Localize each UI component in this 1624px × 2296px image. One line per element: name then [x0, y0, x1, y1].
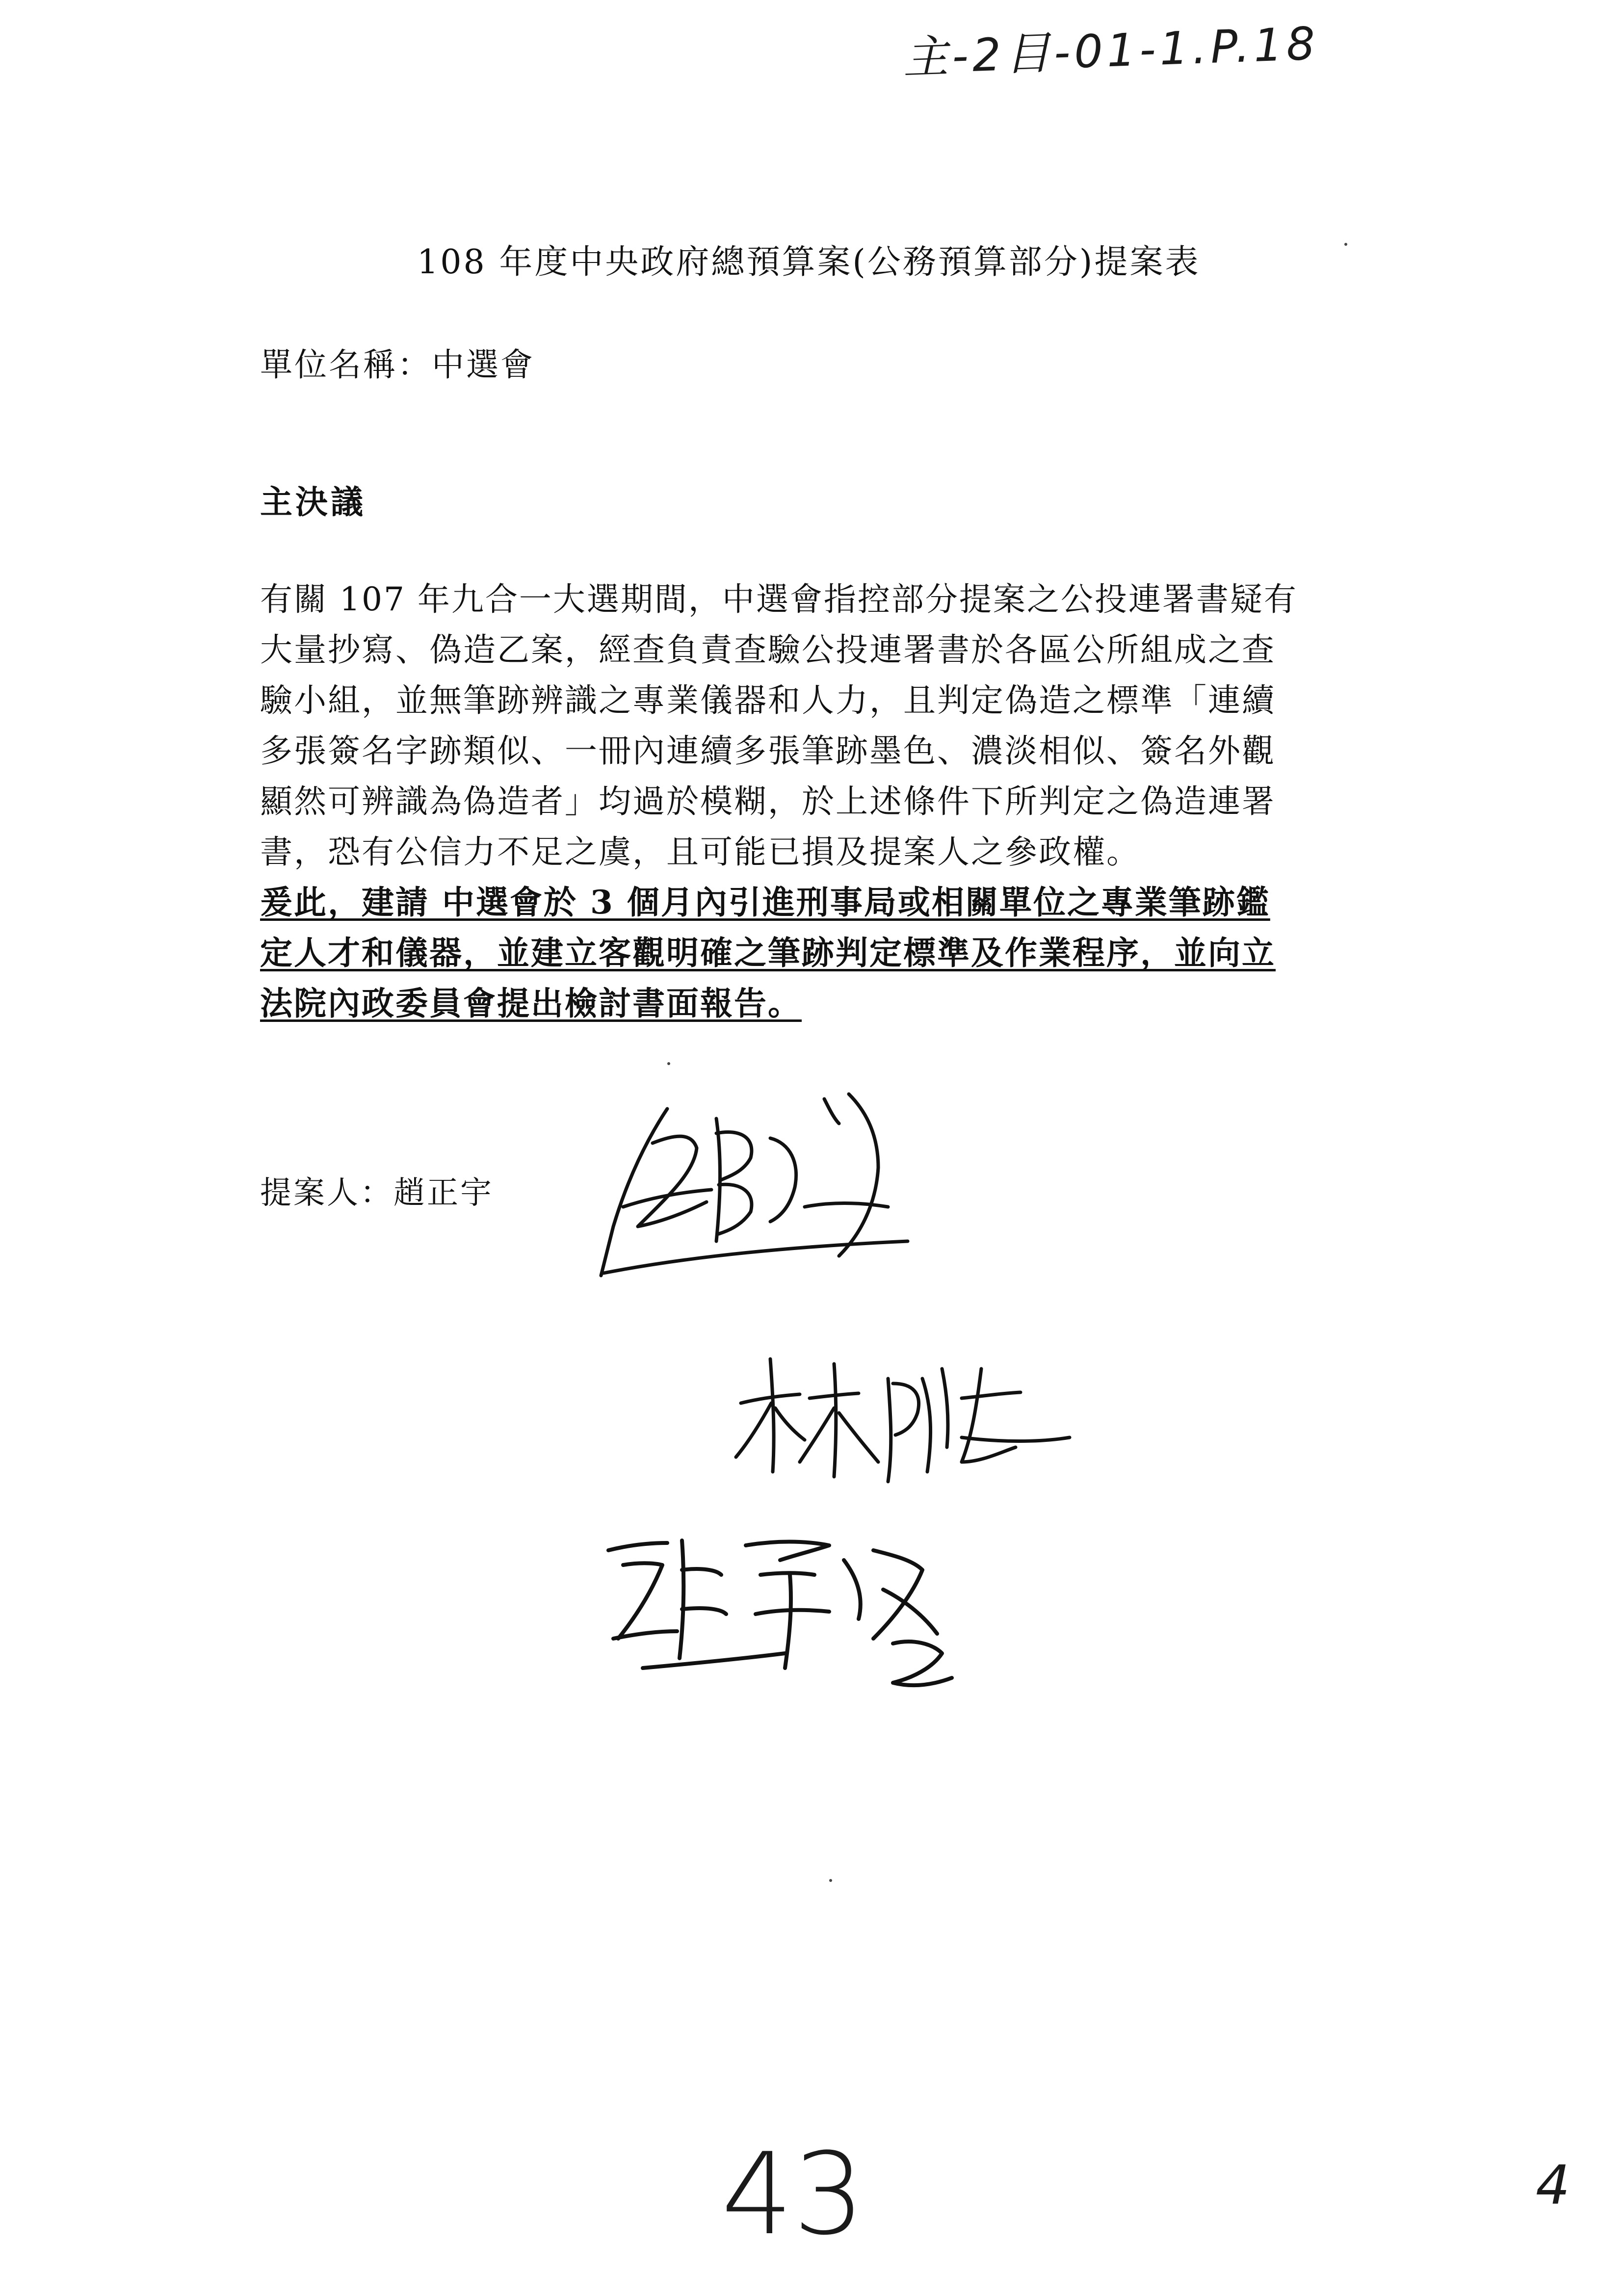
scan-speck [667, 1062, 670, 1065]
body-line: 驗小組，並無筆跡辨識之專業儀器和人力，且判定偽造之標準「連續 [260, 681, 1276, 719]
resolution-line: 爰此，建請 中選會於 3 個月內引進刑事局或相關單位之專業筆跡鑑 [260, 883, 1270, 921]
proposer-label: 提案人： [260, 1175, 393, 1211]
handwritten-reference-note: 主-2目-01-1.P.18 [902, 17, 1320, 84]
corner-number: 4 [1536, 2154, 1570, 2217]
signature-3 [599, 1521, 971, 1697]
scan-speck [1344, 243, 1347, 246]
body-line: 書，恐有公信力不足之虞，且可能已損及提案人之參政權。 [260, 833, 1140, 871]
unit-value: 中選會 [432, 346, 535, 384]
signature-1-strokes [594, 1079, 937, 1285]
proposer-line [260, 1168, 494, 1213]
scan-speck [829, 1879, 832, 1882]
signature-2 [726, 1349, 1079, 1496]
unit-label: 單位名稱： [260, 346, 432, 384]
document-title: 108 年度中央政府總預算案(公務預算部分)提案表 [417, 243, 1201, 282]
body-line: 顯然可辨識為偽造者」均過於模糊，於上述條件下所判定之偽造連署 [260, 783, 1276, 820]
signature-1 [594, 1079, 937, 1285]
body-line: 多張簽名字跡類似、一冊內連續多張筆跡墨色、濃淡相似、簽名外觀 [260, 732, 1276, 770]
body-line: 大量抄寫、偽造乙案，經查負責查驗公投連署書於各區公所組成之查 [260, 631, 1276, 669]
proposal-body [260, 574, 1398, 1029]
body-line: 有關 107 年九合一大選期間，中選會指控部分提案之公投連署書疑有 [260, 580, 1298, 618]
section-heading: 主決議 [260, 483, 366, 521]
page-number: 43 [721, 2129, 865, 2260]
proposer-name: 趙正宇 [393, 1175, 494, 1211]
resolution-line: 定人才和儀器，並建立客觀明確之筆跡判定標準及作業程序，並向立 [260, 934, 1276, 972]
resolution-line: 法院內政委員會提出檢討書面報告。 [260, 984, 802, 1022]
unit-line [260, 339, 535, 385]
signature-2-strokes [726, 1349, 1079, 1496]
signature-3-strokes [599, 1521, 971, 1697]
